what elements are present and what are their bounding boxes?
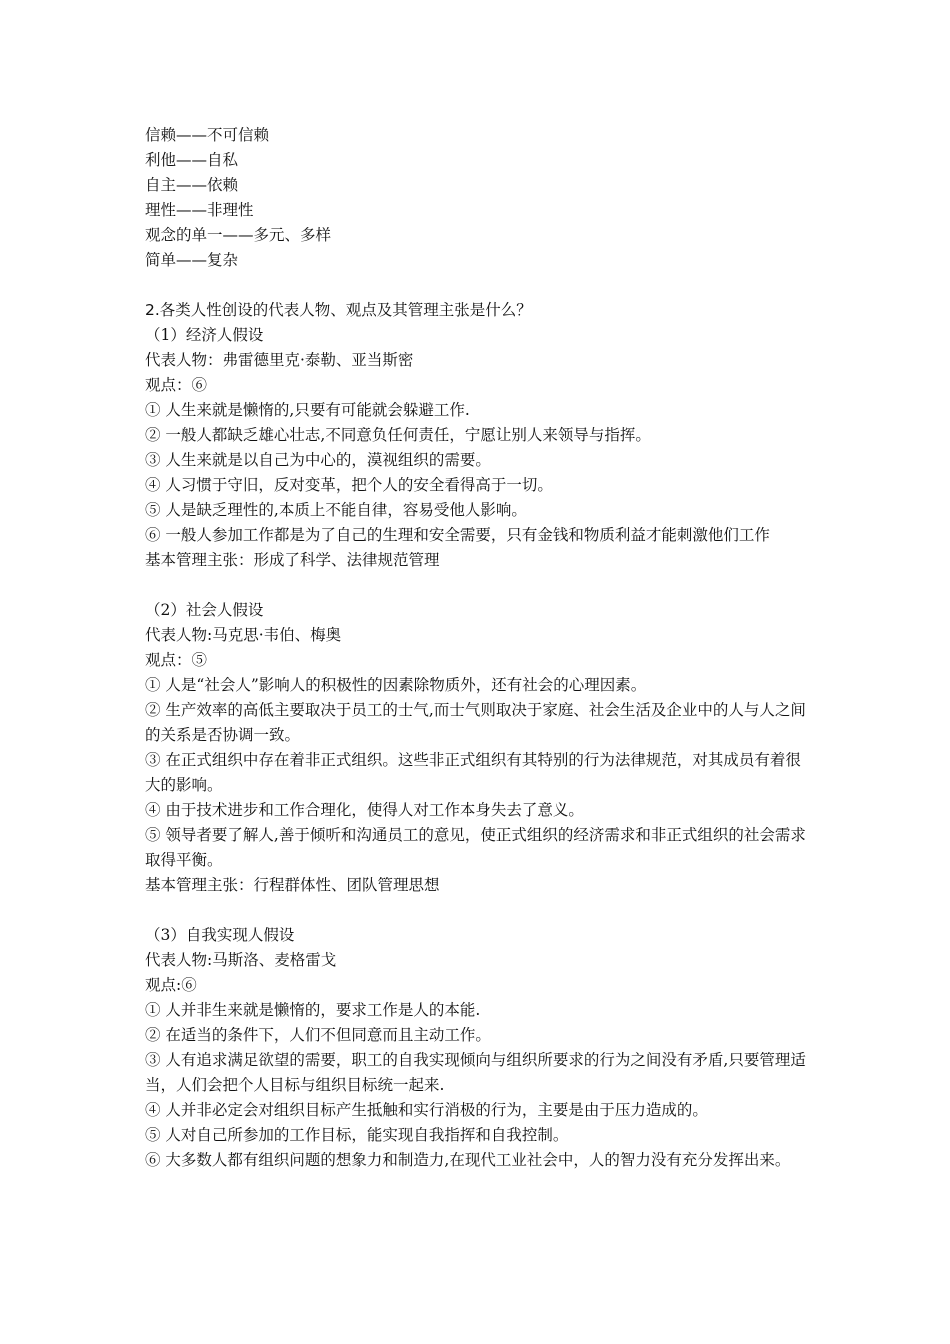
section-title: （1）经济人假设 bbox=[145, 326, 264, 344]
view-item: ③ 人生来就是以自己为中心的，漠视组织的需要。 bbox=[145, 451, 491, 469]
view-item: ⑤ 人是缺乏理性的,本质上不能自律，容易受他人影响。 bbox=[145, 501, 527, 519]
view-item: ⑤ 人对自己所参加的工作目标，能实现自我指挥和自我控制。 bbox=[145, 1126, 569, 1144]
views-label: 观点：⑥ bbox=[145, 376, 208, 394]
view-item: ② 生产效率的高低主要取决于员工的士气,而士气则取决于家庭、社会生活及企业中的人与人之间的关系是否协调一致。 bbox=[145, 701, 806, 744]
view-item: ② 一般人都缺乏雄心壮志,不同意负任何责任，宁愿让别人来领导与指挥。 bbox=[145, 426, 651, 444]
management-claim: 基本管理主张：形成了科学、法律规范管理 bbox=[145, 551, 440, 569]
spacer bbox=[145, 898, 815, 923]
intro-pairs-list bbox=[145, 123, 815, 273]
view-item: ④ 人并非必定会对组织目标产生抵触和实行消极的行为，主要是由于压力造成的。 bbox=[145, 1101, 708, 1119]
representatives: 代表人物:马斯洛、麦格雷戈 bbox=[145, 951, 337, 969]
view-item: ③ 在正式组织中存在着非正式组织。这些非正式组织有其特别的行为法律规范，对其成员有着很大的影响。 bbox=[145, 751, 801, 794]
view-item: ④ 人习惯于守旧，反对变革，把个人的安全看得高于一切。 bbox=[145, 476, 553, 494]
view-item: ④ 由于技术进步和工作合理化，使得人对工作本身失去了意义。 bbox=[145, 801, 584, 819]
views-label: 观点:⑥ bbox=[145, 976, 197, 994]
view-item: ② 在适当的条件下，人们不但同意而且主动工作。 bbox=[145, 1026, 491, 1044]
intro-pair: 简单——复杂 bbox=[145, 251, 239, 269]
section-social-man bbox=[145, 598, 815, 898]
representatives: 代表人物：弗雷德里克·泰勒、亚当斯密 bbox=[145, 351, 414, 369]
spacer bbox=[145, 273, 815, 298]
document-page bbox=[145, 123, 815, 1173]
section-economic-man bbox=[145, 323, 815, 573]
view-item: ③ 人有追求满足欲望的需要，职工的自我实现倾向与组织所要求的行为之间没有矛盾,只要管理适当，人们会把个人目标与组织目标统一起来. bbox=[145, 1051, 806, 1094]
question-heading: 2.各类人性创设的代表人物、观点及其管理主张是什么？ bbox=[145, 301, 532, 319]
section-title: （2）社会人假设 bbox=[145, 601, 264, 619]
view-item: ① 人并非生来就是懒惰的，要求工作是人的本能. bbox=[145, 1001, 481, 1019]
intro-pair: 观念的单一——多元、多样 bbox=[145, 226, 332, 244]
spacer bbox=[145, 573, 815, 598]
view-item: ⑥ 大多数人都有组织问题的想象力和制造力,在现代工业社会中，人的智力没有充分发挥出来。 bbox=[145, 1151, 791, 1169]
view-item: ① 人生来就是懒惰的,只要有可能就会躲避工作. bbox=[145, 401, 470, 419]
view-item: ⑥ 一般人参加工作都是为了自己的生理和安全需要，只有金钱和物质利益才能刺激他们工作 bbox=[145, 526, 770, 544]
intro-pair: 理性——非理性 bbox=[145, 201, 254, 219]
intro-pair: 利他——自私 bbox=[145, 151, 239, 169]
intro-pair: 自主——依赖 bbox=[145, 176, 239, 194]
representatives: 代表人物:马克思·韦伯、梅奥 bbox=[145, 626, 342, 644]
views-label: 观点：⑤ bbox=[145, 651, 208, 669]
intro-pair: 信赖——不可信赖 bbox=[145, 126, 270, 144]
management-claim: 基本管理主张：行程群体性、团队管理思想 bbox=[145, 876, 440, 894]
section-self-actualizing-man bbox=[145, 923, 815, 1173]
view-item: ⑤ 领导者要了解人,善于倾听和沟通员工的意见，使正式组织的经济需求和非正式组织的社会需求取得平衡。 bbox=[145, 826, 806, 869]
section-title: （3）自我实现人假设 bbox=[145, 926, 295, 944]
view-item: ① 人是“社会人”影响人的积极性的因素除物质外，还有社会的心理因素。 bbox=[145, 676, 647, 694]
